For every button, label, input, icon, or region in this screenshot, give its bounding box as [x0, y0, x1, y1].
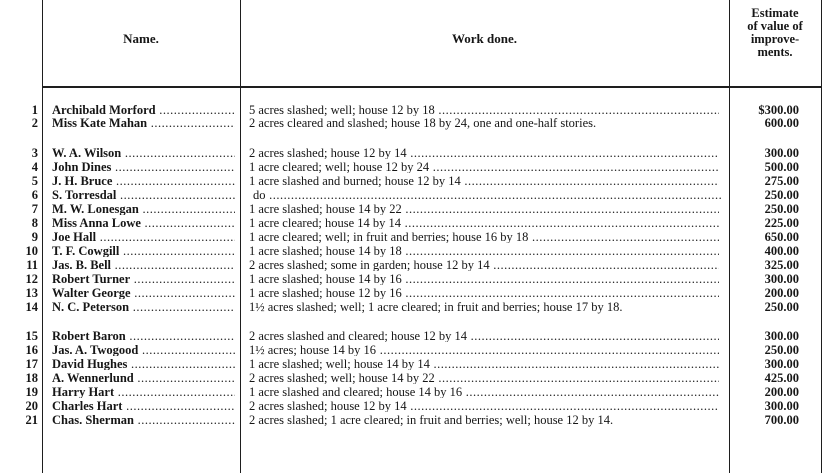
header-estimate — [729, 7, 821, 59]
row-estimate-value: 425.00 — [764, 371, 799, 385]
row-estimate-value: 600.00 — [764, 116, 799, 130]
row-work-done: 1 acre slashed; well; house 14 by 14 ..... — [249, 358, 719, 370]
row-number: 9 — [31, 230, 38, 244]
row-number: 19 — [25, 385, 38, 399]
row-work-done: 1 acre cleared; well; house 12 by 24 ..... — [249, 161, 719, 173]
row-name: John Dines ..... — [52, 161, 235, 173]
row-number: 14 — [25, 300, 38, 314]
row-work-done: 1 acre slashed; house 14 by 16 ..... — [249, 273, 719, 285]
row-estimate-value: 300.00 — [764, 399, 799, 413]
header-work-done: Work done. — [451, 31, 517, 46]
row-name: David Hughes ..... — [52, 358, 235, 370]
row-name: M. W. Lonesgan ..... — [52, 203, 235, 215]
row-name: Harry Hart ..... — [52, 386, 235, 398]
row-estimate-value: 200.00 — [764, 385, 799, 399]
row-number: 21 — [25, 413, 38, 427]
row-name: Archibald Morford ..... — [52, 104, 235, 116]
row-name: Robert Turner ..... — [52, 273, 235, 285]
row-work-done: 1½ acres; house 14 by 16 ..... — [249, 344, 719, 356]
row-number: 5 — [31, 174, 38, 188]
row-number: 6 — [31, 188, 38, 202]
table-right-border — [821, 0, 822, 473]
row-number: 18 — [25, 371, 38, 385]
row-number: 1 — [31, 103, 38, 117]
row-name: W. A. Wilson ..... — [52, 147, 235, 159]
row-name: Jas. B. Bell ..... — [52, 259, 235, 271]
row-estimate-value: 250.00 — [764, 188, 799, 202]
row-work-done: 2 acres slashed and cleared; house 12 by 14 ..... — [249, 330, 719, 342]
row-name: A. Wennerlund ..... — [52, 372, 235, 384]
row-estimate-value: 275.00 — [764, 174, 799, 188]
header-estimate-line2: of value of — [747, 19, 803, 33]
row-number: 16 — [25, 343, 38, 357]
row-estimate-value: $300.00 — [758, 103, 799, 117]
row-work-done: 2 acres slashed; 1 acre cleared; in fruit and berries; well; house 12 by 14. — [249, 414, 614, 427]
row-name: N. C. Peterson ..... — [52, 301, 235, 313]
row-work-done: 1 acre slashed; house 14 by 18 ..... — [249, 245, 719, 257]
header-rule — [42, 86, 822, 88]
row-work-done: 2 acres slashed; house 12 by 14 ..... — [249, 147, 719, 159]
row-estimate-value: 500.00 — [764, 160, 799, 174]
row-estimate-value: 700.00 — [764, 413, 799, 427]
row-work-done: 1 acre slashed; house 14 by 22 ..... — [249, 203, 719, 215]
row-work-done: 5 acres slashed; well; house 12 by 18 ..... — [249, 104, 719, 116]
row-estimate-value: 250.00 — [764, 343, 799, 357]
row-number: 10 — [25, 244, 38, 258]
row-estimate-value: 250.00 — [764, 300, 799, 314]
row-number: 12 — [25, 272, 38, 286]
row-work-done: do ..... — [249, 189, 723, 201]
row-number: 3 — [31, 146, 38, 160]
column-divider-work-estimate — [729, 0, 730, 473]
row-estimate-value: 250.00 — [764, 202, 799, 216]
row-number: 13 — [25, 286, 38, 300]
row-estimate-value: 325.00 — [764, 258, 799, 272]
row-name: Robert Baron ..... — [52, 330, 235, 342]
row-number: 15 — [25, 329, 38, 343]
row-work-done: 1 acre slashed; house 12 by 16 ..... — [249, 287, 719, 299]
row-name: T. F. Cowgill ..... — [52, 245, 235, 257]
row-estimate-value: 650.00 — [764, 230, 799, 244]
row-work-done: 1 acre slashed and cleared; house 14 by 16 ..... — [249, 386, 719, 398]
row-name: Joe Hall ..... — [52, 231, 235, 243]
row-work-done: 1 acre cleared; well; in fruit and berries; house 16 by 18 ..... — [249, 231, 719, 243]
row-name: J. H. Bruce ..... — [52, 175, 235, 187]
row-estimate-value: 300.00 — [764, 146, 799, 160]
row-number: 11 — [26, 258, 38, 272]
row-name: Chas. Sherman ..... — [52, 414, 235, 426]
row-work-done: 1 acre cleared; house 14 by 14 ..... — [249, 217, 719, 229]
header-name: Name. — [123, 31, 159, 46]
row-work-done: 2 acres cleared and slashed; house 18 by 24, one and one-half stories. — [249, 117, 597, 130]
row-name: Miss Anna Lowe ..... — [52, 217, 235, 229]
row-name: Charles Hart ..... — [52, 400, 235, 412]
column-divider-name-work — [240, 0, 241, 473]
row-estimate-value: 300.00 — [764, 357, 799, 371]
row-work-done: 2 acres slashed; some in garden; house 12 by 14 ..... — [249, 259, 719, 271]
row-number: 2 — [31, 116, 38, 130]
row-number: 17 — [25, 357, 38, 371]
header-estimate-line3: improve- — [750, 32, 800, 46]
row-work-done: 2 acres slashed; house 12 by 14 ..... — [249, 400, 719, 412]
row-number: 7 — [31, 202, 38, 216]
row-name: Jas. A. Twogood ..... — [52, 344, 235, 356]
row-work-done: 1 acre slashed and burned; house 12 by 14 ..... — [249, 175, 719, 187]
row-estimate-value: 200.00 — [764, 286, 799, 300]
row-estimate-value: 400.00 — [764, 244, 799, 258]
row-number: 20 — [25, 399, 38, 413]
header-estimate-line1: Estimate — [751, 6, 799, 20]
row-work-done: 1½ acres slashed; well; 1 acre cleared; in fruit and berries; house 17 by 18. — [249, 301, 623, 314]
row-name: Walter George ..... — [52, 287, 235, 299]
row-name: S. Torresdal ..... — [52, 189, 235, 201]
row-number: 4 — [31, 160, 38, 174]
row-work-done: 2 acres slashed; well; house 14 by 22 ..... — [249, 372, 719, 384]
row-estimate-value: 300.00 — [764, 329, 799, 343]
row-number: 8 — [31, 216, 38, 230]
table-left-border — [42, 0, 43, 473]
row-estimate-value: 300.00 — [764, 272, 799, 286]
header-estimate-line4: ments. — [757, 45, 793, 59]
row-name: Miss Kate Mahan ..... — [52, 117, 235, 129]
row-estimate-value: 225.00 — [764, 216, 799, 230]
